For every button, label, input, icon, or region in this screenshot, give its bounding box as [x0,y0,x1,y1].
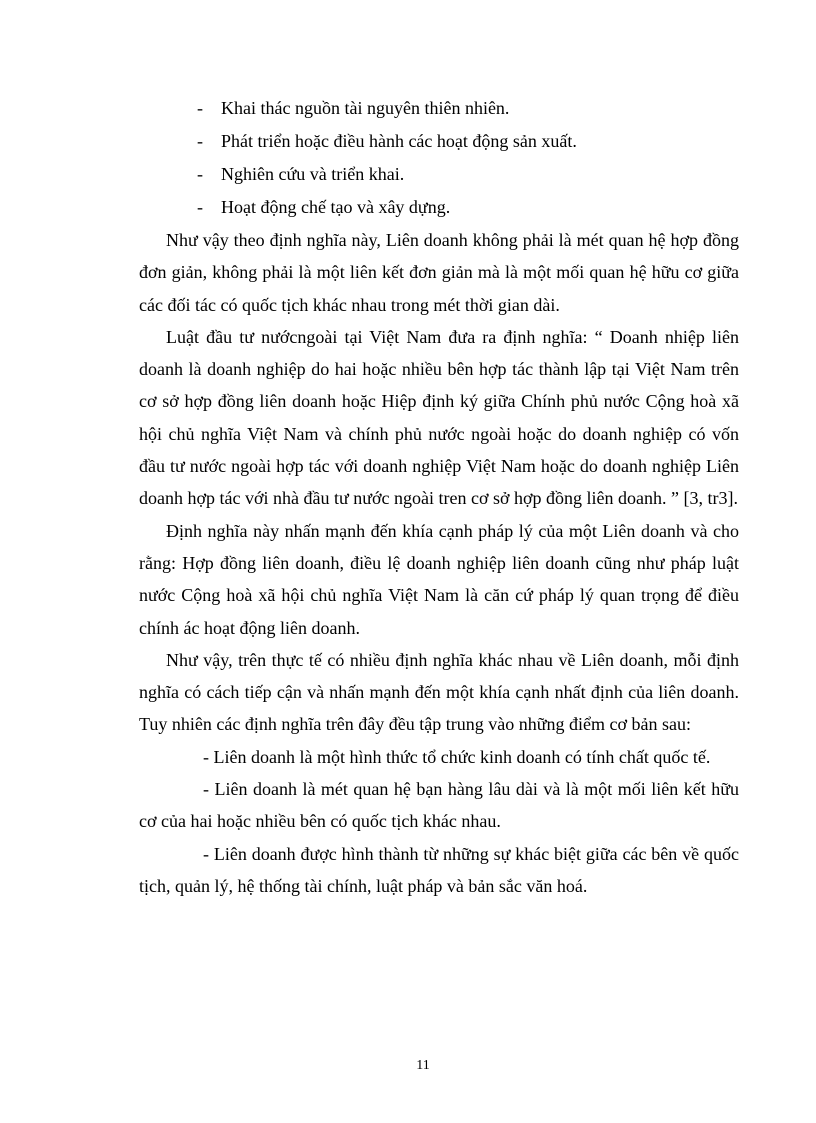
paragraph-foreign-investment-law: Luật đầu tư nướcngoài tại Việt Nam đưa ra định nghĩa: “ Doanh nhiệp liên doanh là doanh nghiệp do hai hoặc nhiều bên hợp tác thành lập tại Việt Nam trên cơ sở hợp đồng liên doanh hoặc Hiệp định ký giữa Chính phủ nước Cộng hoà xã hội chủ nghĩa Việt Nam và chính phủ nước ngoài hoặc do doanh nghiệp có vốn đầu tư nước ngoài hợp tác với doanh nghiệp Việt Nam hoặc do doanh nghiệp Liên doanh hợp tác với nhà đầu tư nước ngoài tren cơ sở hợp đồng liên doanh. ” [3, tr3]. [139,326,739,509]
bullet-marker: - [197,98,203,118]
bullet-list [139,92,739,224]
page-content [139,92,739,902]
sub-point-international: - Liên doanh là một hình thức tổ chức kinh doanh có tính chất quốc tế. [203,746,711,767]
bullet-text: Hoạt động chế tạo và xây dựng. [221,197,451,217]
bullet-text: Khai thác nguồn tài nguyên thiên nhiên. [221,98,510,118]
bullet-text: Phát triển hoặc điều hành các hoạt động sản xuất. [221,131,577,151]
sub-point-differences: - Liên doanh được hình thành từ những sự khác biệt giữa các bên về quốc tịch, quản lý, hệ thống tài chính, luật pháp và bản sắc văn hoá. [139,843,739,896]
paragraph-legal-aspect: Định nghĩa này nhấn mạnh đến khía cạnh pháp lý của một Liên doanh và cho rằng: Hợp đồng liên doanh, điều lệ doanh nghiệp liên doanh cũng như pháp luật nước Cộng hoà xã hội chủ nghĩa Việt Nam là căn cứ pháp lý quan trọng để điều chính ác hoạt động liên doanh. [139,520,739,638]
list-item [139,191,739,224]
list-item [139,158,739,191]
paragraph-summary: Như vậy, trên thực tế có nhiều định nghĩa khác nhau về Liên doanh, mỗi định nghĩa có cách tiếp cận và nhấn mạnh đến một khía cạnh nhất định của liên doanh. Tuy nhiên các định nghĩa trên đây đều tập trung vào những điểm cơ bản sau: [139,649,739,735]
list-item [139,92,739,125]
list-item [139,125,739,158]
paragraph-joint-venture-relationship: Như vậy theo định nghĩa này, Liên doanh không phải là mét quan hệ hợp đồng đơn giản, không phải là một liên kết đơn giản mà là một mối quan hệ hữu cơ giữa các đối tác có quốc tịch khác nhau trong mét thời gian dài. [139,230,739,315]
bullet-marker: - [197,197,203,217]
bullet-marker: - [197,131,203,151]
bullet-text: Nghiên cứu và triển khai. [221,164,405,184]
sub-point-long-term: - Liên doanh là mét quan hệ bạn hàng lâu dài và là một mối liên kết hữu cơ của hai hoặc nhiều bên có quốc tịch khác nhau. [139,779,739,832]
page-number: 11 [416,1058,430,1073]
bullet-marker: - [197,164,203,184]
